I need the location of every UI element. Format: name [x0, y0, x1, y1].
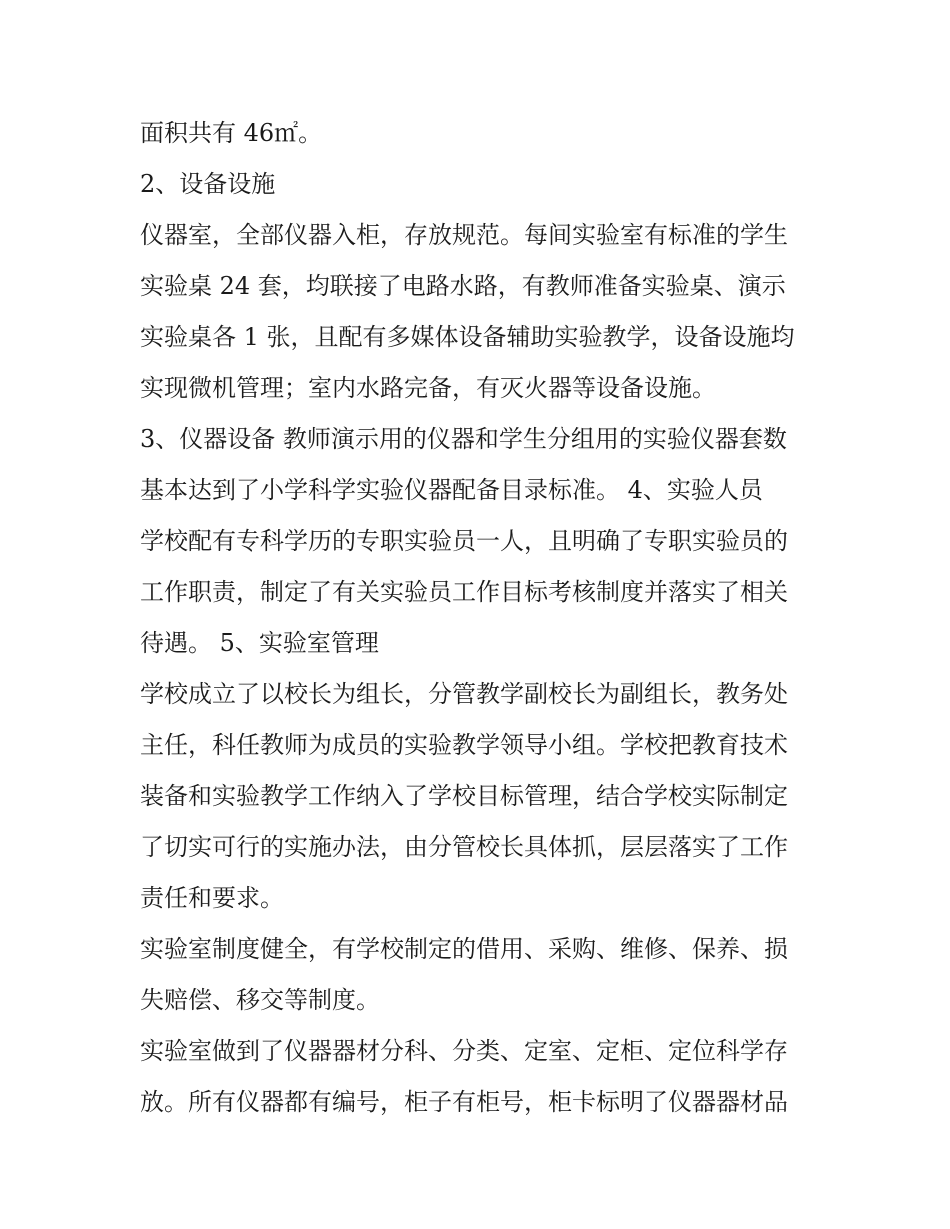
text-line: 失赔偿、移交等制度。: [140, 986, 380, 1014]
text-line: 实现微机管理；室内水路完备，有灭火器等设备设施。: [140, 374, 716, 402]
text-line: 3、仪器设备 教师演示用的仪器和学生分组用的实验仪器套数: [140, 425, 787, 453]
text-line: 仪器室，全部仪器入柜，存放规范。每间实验室有标准的学生: [140, 221, 788, 249]
text-line: 实验室制度健全，有学校制定的借用、采购、维修、保养、损: [140, 935, 788, 963]
text-line: 实验桌 24 套，均联接了电路水路，有教师准备实验桌、演示: [140, 272, 786, 300]
document-body: [140, 108, 815, 1128]
text-line: 面积共有 46㎡。: [140, 119, 323, 147]
text-line: 了切实可行的实施办法，由分管校长具体抓，层层落实了工作: [140, 833, 788, 861]
text-line: 责任和要求。: [140, 884, 284, 912]
text-line: 待遇。 5、实验室管理: [140, 629, 379, 657]
text-line: 装备和实验教学工作纳入了学校目标管理，结合学校实际制定: [140, 782, 788, 810]
text-line: 工作职责，制定了有关实验员工作目标考核制度并落实了相关: [140, 578, 788, 606]
text-line: 实验桌各 1 张，且配有多媒体设备辅助实验教学，设备设施均: [140, 323, 795, 351]
section-heading: 2、设备设施: [140, 170, 276, 198]
text-line: 基本达到了小学科学实验仪器配备目录标准。 4、实验人员: [140, 476, 763, 504]
text-line: 主任，科任教师为成员的实验教学领导小组。学校把教育技术: [140, 731, 788, 759]
text-line: 学校成立了以校长为组长，分管教学副校长为副组长，教务处: [140, 680, 788, 708]
text-line: 学校配有专科学历的专职实验员一人，且明确了专职实验员的: [140, 527, 788, 555]
text-line: 放。所有仪器都有编号，柜子有柜号，柜卡标明了仪器器材品: [140, 1088, 788, 1116]
text-line: 实验室做到了仪器器材分科、分类、定室、定柜、定位科学存: [140, 1037, 788, 1065]
